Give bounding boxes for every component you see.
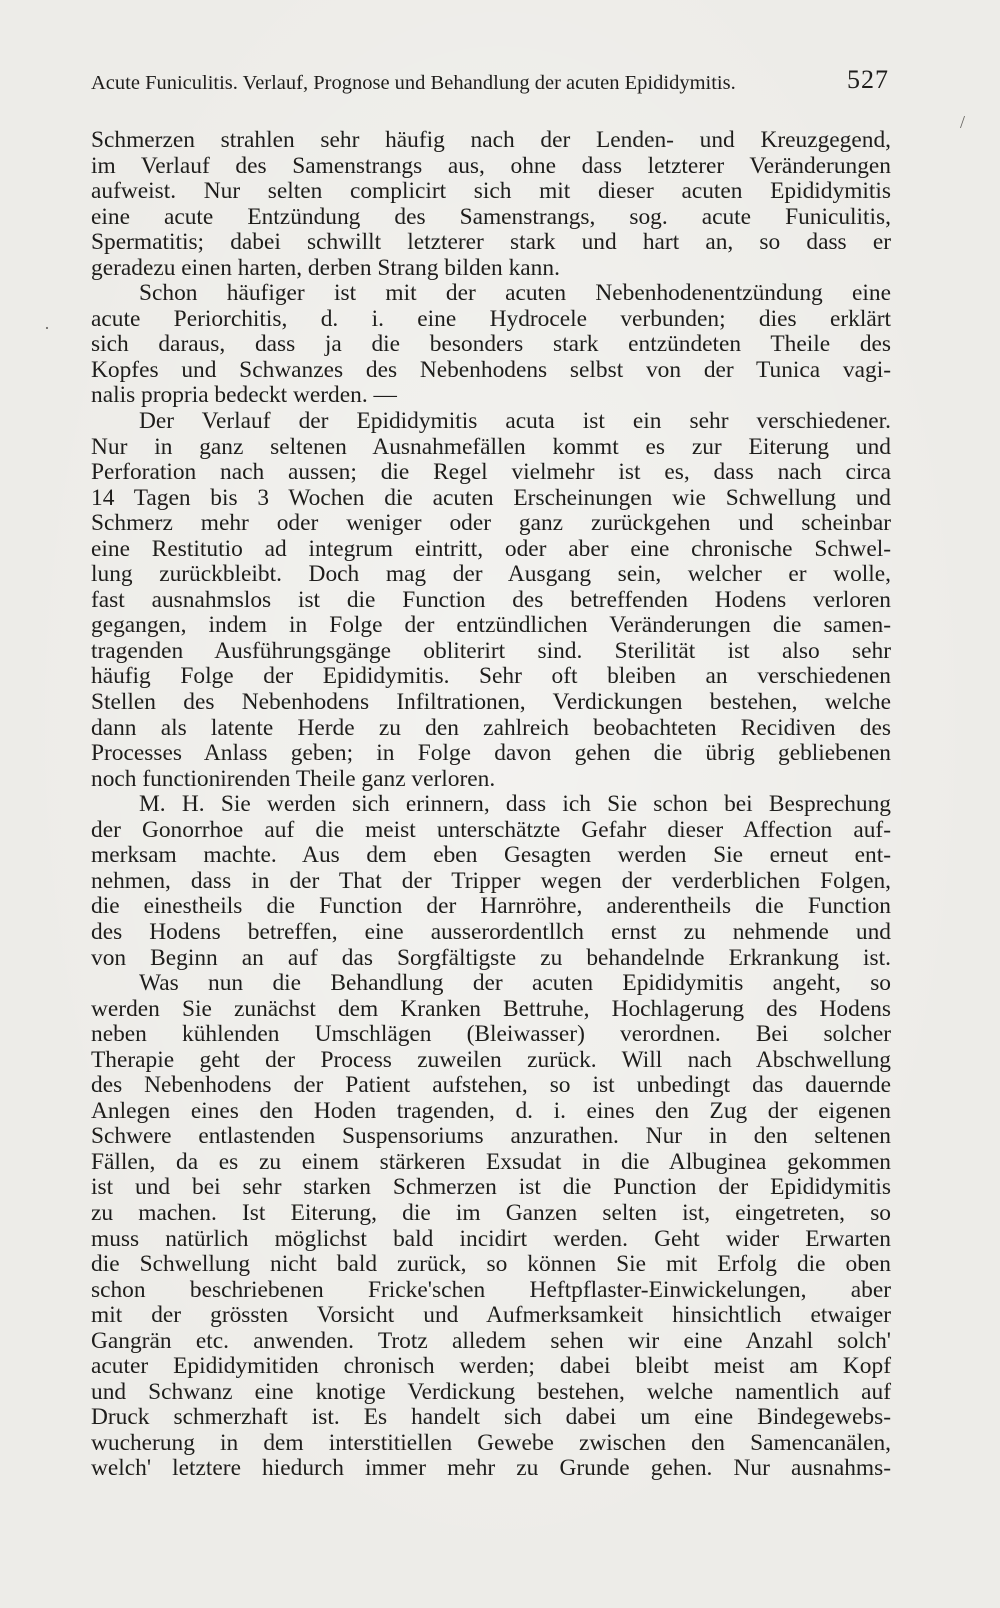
text-line: fast ausnahmslos ist die Function des betreffenden Hodens verloren — [91, 586, 891, 613]
text-line: der Gonorrhoe auf die meist unterschätzte Gefahr dieser Affection auf- — [91, 816, 891, 843]
text-line: 14 Tagen bis 3 Wochen die acuten Erscheinungen wie Schwellung und — [91, 484, 891, 511]
text-line: Schon häufiger ist mit der acuten Nebenhodenentzündung eine — [139, 280, 891, 307]
text-line: Was nun die Behandlung der acuten Epididymitis angeht, so — [139, 970, 891, 997]
text-line: merksam machte. Aus dem eben Gesagten werden Sie erneut ent- — [91, 842, 891, 869]
margin-mark: / — [960, 112, 966, 132]
text-line: Stellen des Nebenhodens Infiltrationen, Verdickungen bestehen, welche — [91, 689, 891, 716]
text-line: Gangrän etc. anwenden. Trotz alledem sehen wir eine Anzahl solch' — [91, 1327, 891, 1354]
text-line: die einestheils die Function der Harnröhre, anderentheils die Function — [91, 893, 891, 920]
text-line: gegangen, indem in Folge der entzündlichen Veränderungen die samen- — [91, 612, 891, 639]
running-head — [91, 65, 891, 98]
text-line: M. H. Sie werden sich erinnern, dass ich Sie schon bei Besprechung — [139, 791, 891, 818]
text-line: aufweist. Nur selten complicirt sich mit dieser acuten Epididymitis — [91, 178, 891, 205]
text-line: schon beschriebenen Fricke'schen Heftpflaster-Einwickelungen, aber — [91, 1276, 891, 1303]
text-line: von Beginn an auf das Sorgfältigste zu behandelnde Erkrankung ist. — [91, 944, 891, 971]
text-line: welch' letztere hiedurch immer mehr zu Grunde gehen. Nur ausnahms- — [91, 1455, 891, 1482]
text-line: lung zurückbleibt. Doch mag der Ausgang sein, welcher er wolle, — [91, 561, 891, 588]
text-line: mit der grössten Vorsicht und Aufmerksamkeit hinsichtlich etwaiger — [91, 1302, 891, 1329]
text-line: werden Sie zunächst dem Kranken Bettruhe, Hochlagerung des Hodens — [91, 995, 891, 1022]
text-line: Processes Anlass geben; in Folge davon gehen die übrig gebliebenen — [91, 740, 891, 767]
text-line: acute Periorchitis, d. i. eine Hydrocele verbunden; dies erklärt — [91, 305, 891, 332]
text-line: eine Restitutio ad integrum eintritt, oder aber eine chronische Schwel- — [91, 535, 891, 562]
text-line: dann als latente Herde zu den zahlreich beobachteten Recidiven des — [91, 714, 891, 741]
text-line: nehmen, dass in der That der Tripper wegen der verderblichen Folgen, — [91, 867, 891, 894]
text-line: Kopfes und Schwanzes des Nebenhodens selbst von der Tunica vagi- — [91, 356, 891, 383]
text-line: neben kühlenden Umschlägen (Bleiwasser) verordnen. Bei solcher — [91, 1021, 891, 1048]
text-line: muss natürlich möglichst bald incidirt werden. Geht wider Erwarten — [91, 1225, 891, 1252]
text-line: im Verlauf des Samenstrangs aus, ohne dass letzterer Veränderungen — [91, 152, 891, 179]
text-line: tragenden Ausführungsgänge obliterirt sind. Sterilität ist also sehr — [91, 637, 891, 664]
text-line: des Nebenhodens der Patient aufstehen, so ist unbedingt das dauernde — [91, 1072, 891, 1099]
text-line: zu machen. Ist Eiterung, die im Ganzen selten ist, eingetreten, so — [91, 1199, 891, 1226]
text-line: Der Verlauf der Epididymitis acuta ist ein sehr verschiedener. — [139, 408, 891, 435]
text-line: ist und bei sehr starken Schmerzen ist die Punction der Epididymitis — [91, 1174, 891, 1201]
text-line: des Hodens betreffen, eine ausserordentllch ernst zu nehmende und — [91, 918, 891, 945]
text-line: Schwere entlastenden Suspensoriums anzurathen. Nur in den seltenen — [91, 1123, 891, 1150]
text-line: Perforation nach aussen; die Regel vielmehr ist es, dass nach circa — [91, 459, 891, 486]
text-line: nalis propria bedeckt werden. — — [91, 382, 397, 409]
text-line: geradezu einen harten, derben Strang bilden kann. — [91, 254, 560, 281]
text-line: Fällen, da es zu einem stärkeren Exsudat in die Albuginea gekommen — [91, 1148, 891, 1175]
text-line: Therapie geht der Process zuweilen zurück. Will nach Abschwellung — [91, 1046, 891, 1073]
text-line: Schmerz mehr oder weniger oder ganz zurückgehen und scheinbar — [91, 510, 891, 537]
text-line: die Schwellung nicht bald zurück, so können Sie mit Erfolg die oben — [91, 1251, 891, 1278]
page-number: 527 — [847, 65, 889, 94]
text-line: wucherung in dem interstitiellen Gewebe zwischen den Samencanälen, — [91, 1429, 891, 1456]
text-line: acuter Epididymitiden chronisch werden; dabei bleibt meist am Kopf — [91, 1353, 891, 1380]
body-text — [91, 128, 891, 1482]
text-line: und Schwanz eine knotige Verdickung bestehen, welche namentlich auf — [91, 1378, 891, 1405]
text-line: Spermatitis; dabei schwillt letzterer stark und hart an, so dass er — [91, 229, 891, 256]
text-line: Druck schmerzhaft ist. Es handelt sich dabei um eine Bindegewebs- — [91, 1404, 891, 1431]
text-line: eine acute Entzündung des Samenstrangs, sog. acute Funiculitis, — [91, 203, 891, 230]
text-line: Nur in ganz seltenen Ausnahmefällen kommt es zur Eiterung und — [91, 433, 891, 460]
running-title: Acute Funiculitis. Verlauf, Prognose und Behandlung der acuten Epididymitis. — [91, 72, 736, 94]
text-line: häufig Folge der Epididymitis. Sehr oft bleiben an verschiedenen — [91, 663, 891, 690]
text-line: noch functionirenden Theile ganz verloren. — [91, 765, 496, 792]
text-line: Anlegen eines den Hoden tragenden, d. i. eines den Zug der eigenen — [91, 1097, 891, 1124]
margin-dot: · — [44, 318, 50, 338]
text-line: sich daraus, dass ja die besonders stark entzündeten Theile des — [91, 331, 891, 358]
text-line: Schmerzen strahlen sehr häufig nach der Lenden- und Kreuzgegend, — [91, 127, 891, 153]
